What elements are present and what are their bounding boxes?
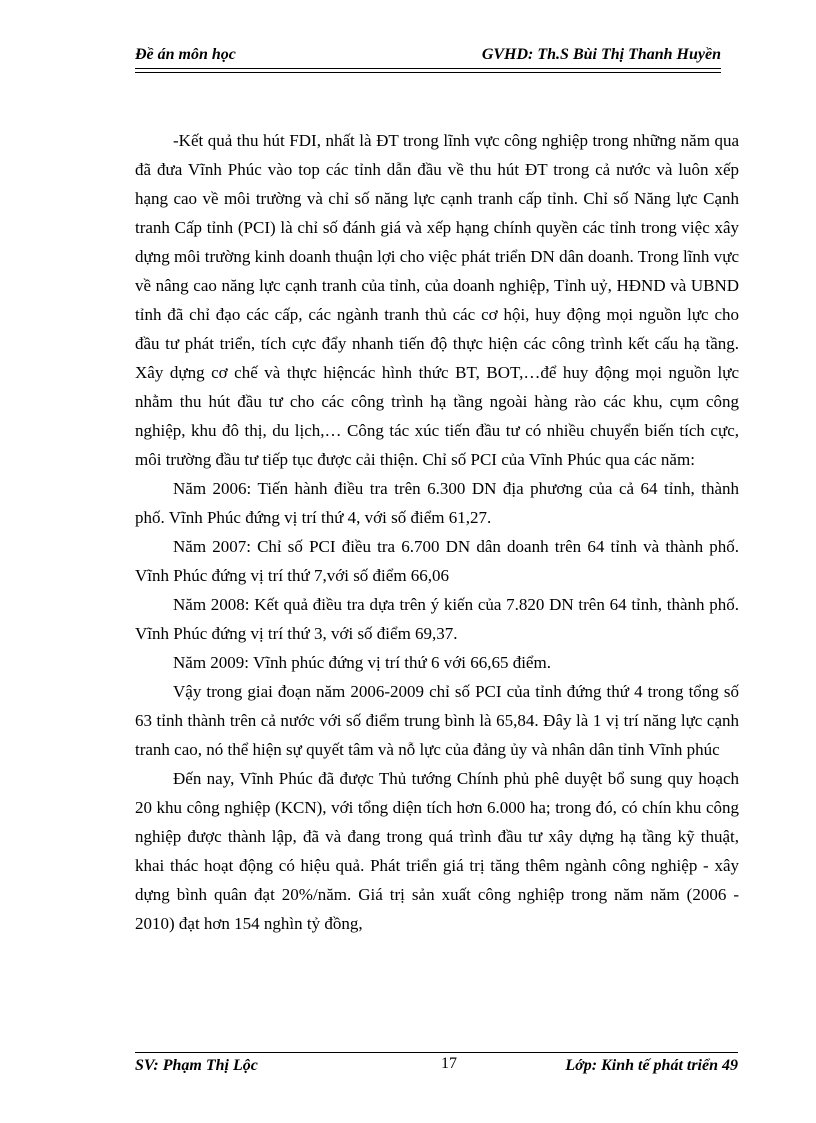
paragraph-pci-2009: Năm 2009: Vĩnh phúc đứng vị trí thứ 6 với 66,65 điểm. [173,653,551,672]
paragraph-pci-2007: Năm 2007: Chỉ số PCI điều tra 6.700 DN dân doanh trên 64 tỉnh và thành phố. Vĩnh Phúc đứng vị trí thứ 7,với số điểm 66,06 [135,537,739,585]
footer-class-name: Lớp: Kinh tế phát triển 49 [565,1057,738,1074]
document-body [135,126,739,938]
header-supervisor: GVHD: Th.S Bùi Thị Thanh Huyền [481,46,721,63]
paragraph-pci-summary: Vậy trong giai đoạn năm 2006-2009 chỉ số PCI của tỉnh đứng thứ 4 trong tổng số 63 tỉnh thành trên cả nước với số điểm trung bình là 65,84. Đây là 1 vị trí năng lực cạnh tranh cao, nó thể hiện sự quyết tâm và nỗ lực của đảng ủy và nhân dân tỉnh Vĩnh phúc [135,682,739,759]
footer-student-name: SV: Phạm Thị Lộc [135,1057,258,1074]
paragraph-pci-2006: Năm 2006: Tiến hành điều tra trên 6.300 DN địa phương của cả 64 tỉnh, thành phố. Vĩnh Phúc đứng vị trí thứ 4, với số điểm 61,27. [135,479,739,527]
paragraph-industrial-zones: Đến nay, Vĩnh Phúc đã được Thủ tướng Chính phủ phê duyệt bổ sung quy hoạch 20 khu công nghiệp (KCN), với tổng diện tích hơn 6.000 ha; trong đó, có chín khu công nghiệp được thành lập, đã và đang trong quá trình đầu tư xây dựng hạ tầng kỹ thuật, khai thác hoạt động có hiệu quả. Phát triển giá trị tăng thêm ngành công nghiệp - xây dựng bình quân đạt 20%/năm. Giá trị sản xuất công nghiệp trong năm năm (2006 - 2010) đạt hơn 154 nghìn tỷ đồng, [135,769,739,933]
paragraph-fdi-results: -Kết quả thu hút FDI, nhất là ĐT trong lĩnh vực công nghiệp trong những năm qua đã đưa Vĩnh Phúc vào top các tỉnh dẫn đầu về thu hút ĐT trong cả nước và luôn xếp hạng cao về môi trường và chỉ số năng lực cạnh tranh cấp tỉnh. Chỉ số Năng lực Cạnh tranh Cấp tỉnh (PCI) là chỉ số đánh giá và xếp hạng chính quyền các tỉnh trong việc xây dựng môi trường kinh doanh thuận lợi cho việc phát triển DN dân doanh. Trong lĩnh vực về nâng cao năng lực cạnh tranh của tỉnh, của doanh nghiệp, Tỉnh uỷ, HĐND và UBND tỉnh đã chỉ đạo các cấp, các ngành tranh thủ các cơ hội, huy động mọi nguồn lực cho đầu tư phát triển, tích cực đẩy nhanh tiến độ thực hiện các công trình kết cấu hạ tầng. Xây dựng cơ chế và thực hiệncác hình thức BT, BOT,…để huy động mọi nguồn lực nhằm thu hút đầu tư cho các công trình hạ tầng ngoài hàng rào các khu, cụm công nghiệp, khu đô thị, du lịch,… Công tác xúc tiến đầu tư có nhiều chuyển biến tích cực, môi trường đầu tư tiếp tục được cải thiện. Chỉ số PCI của Vĩnh Phúc qua các năm: [135,131,739,469]
page-footer [135,1052,738,1079]
page-number: 17 [441,1055,457,1072]
paragraph-pci-2008: Năm 2008: Kết quả điều tra dựa trên ý kiến của 7.820 DN trên 64 tỉnh, thành phố. Vĩnh Phúc đứng vị trí thứ 3, với số điểm 69,37. [135,595,739,643]
page-header [135,44,721,69]
header-course-title: Đề án môn học [135,46,236,63]
